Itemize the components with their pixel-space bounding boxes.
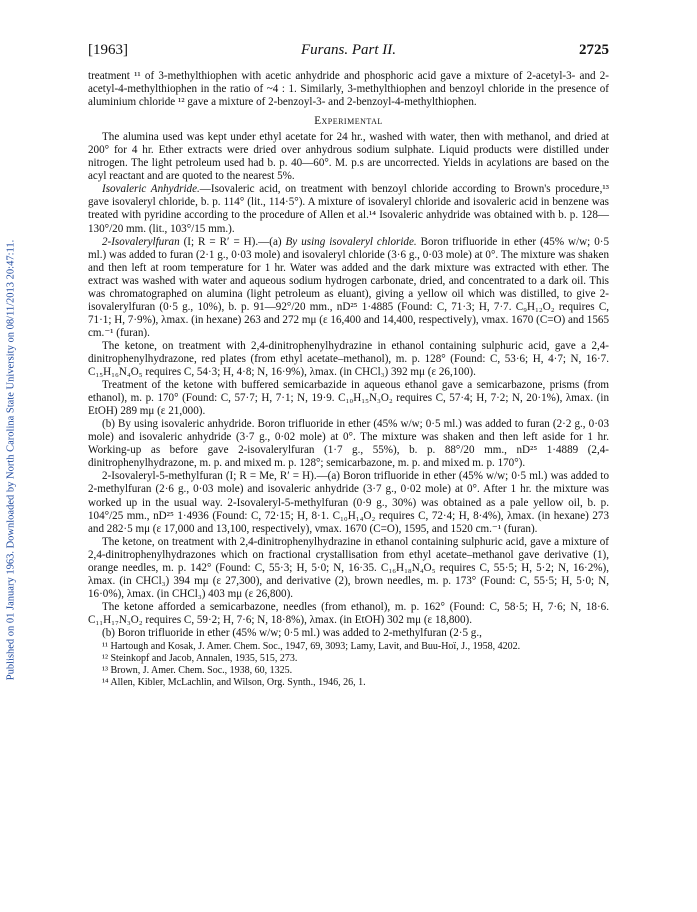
reference-12: ¹² Steinkopf and Jacob, Annalen, 1935, 515, 273. <box>102 653 298 665</box>
header-year: [1963] <box>88 42 128 58</box>
download-notice[interactable]: Published on 01 January 1963. Downloaded by North Carolina State University on 08/11/2013 20:47:11. <box>5 239 17 681</box>
paragraph-methylfuran-semicarbazone: The ketone afforded a semicarbazone, needles (from ethanol), m. p. 162° (Found: C, 58·5; H, 7·6; N, 18·6. C₁₁H₁₇N₃O₂ requires C, 59·2; H, 7·6; N, 18·8%), λmax. (in EtOH) 302 mμ (ε 18,800). <box>88 600 609 626</box>
paragraph-dnp-derivative: The ketone, on treatment with 2,4-dinitrophenylhydrazine in ethanol containing sulphuric acid, gave a 2,4-dinitrophenylhydrazone, red plates (from ethyl acetate–methanol), m. p. 128° (Found: C, 53·6; H, 4·7; N, 16·7. C₁₅H₁₆N₄O₅ requires C, 54·3; H, 4·8; N, 16·9%), λmax. (in CHCl₃) 392 mμ (ε 26,100). <box>88 339 609 379</box>
paragraph-isovalerylfuran-b: (b) By using isovaleric anhydride. Boron trifluoride in ether (45% w/w; 0·5 ml.) was added to furan (2·2 g., 0·03 mole) and isovaleric anhydride (3·7 g., 0·02 mole) at 0°. The mixture was shaken and then left aside for 1 hr. Working-up as before gave 2-isovalerylfuran (1·7 g., 55%), b. p. 88°/20 mm., nD²⁵ 1·4889 (2,4-dinitrophenylhydrazone, m. p. and mixed m. p. 128°; semicarbazone, m. p. and mixed m. p. 170°). <box>88 418 609 470</box>
subheading-isovalerylfuran: 2-Isovalerylfuran <box>102 235 180 248</box>
paragraph-text: —Isovaleric acid, on treatment with benzoyl chloride according to Brown's procedure,¹³ gave isovaleryl chloride, b. p. 114° (lit., 114·5°). A mixture of isovaleryl chloride and isovaleric acid in benzene was treated with pyridine according to the procedure of Allen et al.¹⁴ Isovaleric anhydride was obtained with b. p. 128—130°/20 mm. (lit., 103°/15 mm.). <box>88 183 609 235</box>
article-body <box>88 70 609 689</box>
paragraph-methylfuran-b: (b) Boron trifluoride in ether (45% w/w; 0·5 ml.) was added to 2-methylfuran (2·5 g., <box>102 626 482 639</box>
subheading-isovaleric-anhydride: Isovaleric Anhydride. <box>102 183 200 196</box>
running-header <box>88 42 609 62</box>
paragraph-general-methods: The alumina used was kept under ethyl acetate for 24 hr., washed with water, then with methanol, and dried at 200° for 4 hr. Ether extracts were dried over anhydrous sodium sulphate. Liquid products were distilled under nitrogen. The light petroleum used had b. p. 40—60°. M. p.s are uncorrected. Yields in acylations are based on the acyl reactant and are quoted to the nearest 5%. <box>88 131 609 183</box>
paragraph-methylfuran-a: 2-Isovaleryl-5-methylfuran (I; R = Me, R′ = H).—(a) Boron trifluoride in ether (45% w/w; 0·5 ml.) was added to 2-methylfuran (2·6 g., 0·03 mole) and isovaleric anhydride (3·7 g., 0·02 mole) at 0°. After 1 hr. the mixture was worked up in the usual way. 2-Isovaleryl-5-methylfuran (0·9 g., 30%) was obtained as a pale yellow oil, b. p. 104°/25 mm., nD²⁵ 1·4936 (Found: C, 72·15; H, 8·1. C₁₀H₁₄O₂ requires C, 72·4; H, 8·4%), λmax. (in hexane) 273 and 282·5 mμ (ε 17,000 and 13,100, respectively), νmax. 1670 (C=O), 1595, and 1520 cm.⁻¹ (furan). <box>88 470 609 535</box>
reference-13: ¹³ Brown, J. Amer. Chem. Soc., 1938, 60, 1325. <box>102 665 293 677</box>
paragraph-text: (I; R = R′ = H).—(a) <box>179 235 286 248</box>
paragraph-methylfuran-dnp: The ketone, on treatment with 2,4-dinitrophenylhydrazine in ethanol containing sulphuric acid, gave a mixture of 2,4-dinitrophenylhydrazones which on fractional crystallisation from ethyl acetate–methanol gave derivative (1), orange needles, m. p. 142° (Found: C, 55·3; H, 5·0; N, 16·35. C₁₆H₁₈N₄O₅ requires C, 55·5; H, 5·2; N, 16·2%), λmax. (in CHCl₃) 394 mμ (ε 27,300), and derivative (2), brown needles, m. p. 173° (Found: C, 55·5; H, 5·0; N, 16·0%), λmax. (in CHCl₃) 403 mμ (ε 26,800). <box>88 535 609 600</box>
method-heading: By using isovaleryl chloride. <box>285 235 417 248</box>
section-title-experimental: Experimental <box>314 115 383 128</box>
reference-14: ¹⁴ Allen, Kibler, McLachlin, and Wilson, Org. Synth., 1946, 26, 1. <box>102 677 366 689</box>
paragraph-isovalerylfuran-a <box>88 236 609 340</box>
references <box>88 641 609 689</box>
download-notice-sidebar <box>2 80 20 840</box>
paragraph-isovaleric-anhydride <box>88 183 609 235</box>
header-page-number: 2725 <box>579 42 609 58</box>
paragraph-intro-continued: treatment ¹¹ of 3-methylthiophen with acetic anhydride and phosphoric acid gave a mixture of 2-acetyl-3- and 2-acetyl-4-methylthiophen in the ratio of ~4 : 1. Similarly, 3-methylthiophen and benzoyl chloride in the presence of aluminium chloride ¹² gave a mixture of 2-benzoyl-3- and 2-benzoyl-4-methylthiophen. <box>88 70 609 109</box>
paragraph-text: Boron trifluoride in ether (45% w/w; 0·5 ml.) was added to furan (2·1 g., 0·03 mole) and isovaleryl chloride (3·6 g., 0·03 mole) at 0°. The mixture was shaken and then left at room temperature for 1 hr. Water was added and the dark mixture was extracted with ether. The extract was washed with water and aqueous sodium hydrogen carbonate, dried, and concentrated to a dark oil. This was chromatographed on alumina (light petroleum as eluant), giving a yellow oil which was distilled, to give 2-isovalerylfuran (0·5 g., 10%), b. p. 91—92°/20 mm., nD²⁵ 1·4885 (Found: C, 71·3; H, 7·7. C₉H₁₂O₂ requires C, 71·1; H, 7·9%), λmax. (in hexane) 263 and 272 mμ (ε 16,400 and 14,400, respectively), νmax. 1670 (C=O) and 1565 cm.⁻¹ (furan). <box>88 235 609 339</box>
paragraph-semicarbazone: Treatment of the ketone with buffered semicarbazide in aqueous ethanol gave a semicarbazone, prisms (from ethanol), m. p. 170° (Found: C, 57·7; H, 7·1; N, 19·9. C₁₀H₁₅N₃O₂ requires C, 57·4; H, 7·2; N, 20·1%), λmax. (in EtOH) 289 mμ (ε 21,000). <box>88 379 609 418</box>
header-title: Furans. Part II. <box>301 42 396 58</box>
reference-11: ¹¹ Hartough and Kosak, J. Amer. Chem. Soc., 1947, 69, 3093; Lamy, Lavit, and Buu-Hoï, J., 1958, 4202. <box>102 641 521 653</box>
